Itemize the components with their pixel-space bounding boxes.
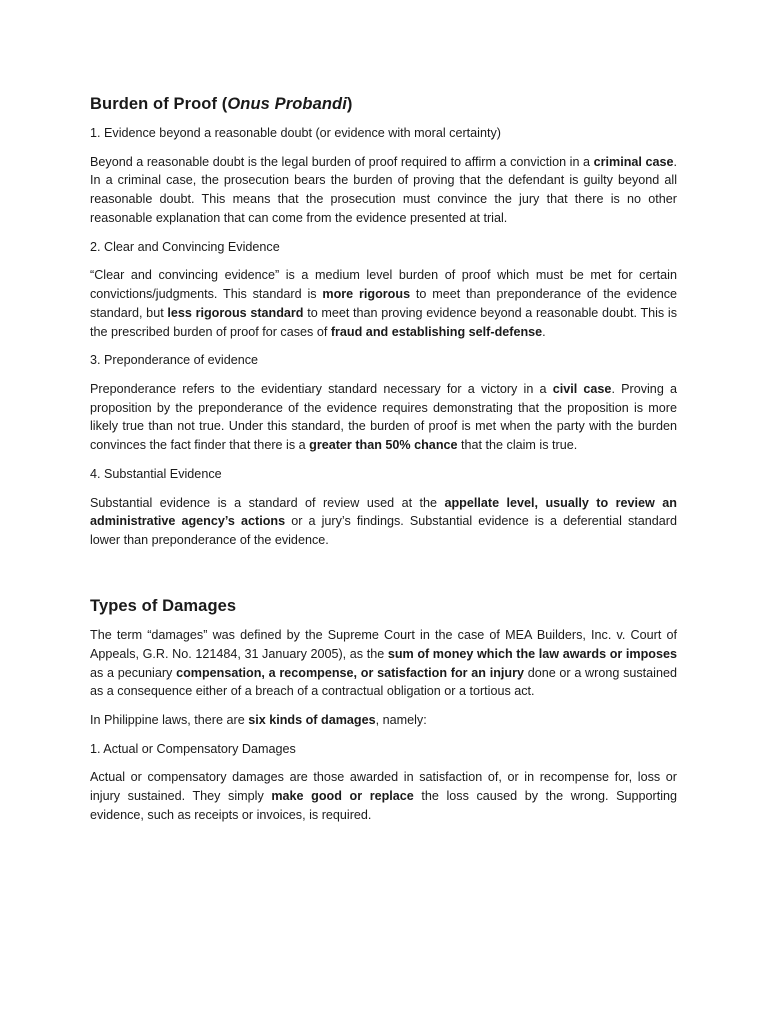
item-heading: 4. Substantial Evidence xyxy=(90,467,222,482)
paragraph: “Clear and convincing evidence” is a medium level burden of proof which must be met for certain convictions/judgments. This standard is more rigorous to meet than preponderance of the evidence standard, but less rigorous standard to meet than proving evidence beyond a reasonable doubt. This is the prescribed burden of proof for cases of fraud and establishing self-defense. xyxy=(90,268,678,339)
paragraph: Actual or compensatory damages are those awarded in satisfaction of, or in recompense for, loss or injury sustained. They simply make good or replace the loss caused by the wrong. Supporting evidence, such as receipts or invoices, is required. xyxy=(90,770,677,823)
paragraph: Substantial evidence is a standard of review used at the appellate level, usually to review an administrative agency’s actions or a jury’s findings. Substantial evidence is a deferential standard lower than preponderance of the evidence. xyxy=(90,495,678,548)
item-heading: 2. Clear and Convincing Evidence xyxy=(90,239,280,254)
paragraph: The term “damages” was defined by the Supreme Court in the case of MEA Builders, Inc. v. Court of Appeals, G.R. No. 121484, 31 January 2005), as the sum of money which the law awards or imposes as a pecuniary compensation, a recompense, or satisfaction for an injury done or a wrong sustained as a consequence either of a breach of a contractual obligation or a tortious act. xyxy=(90,627,678,699)
paragraph: Beyond a reasonable doubt is the legal burden of proof required to affirm a conviction in a criminal case. In a criminal case, the prosecution bears the burden of proving that the defendant is guilty beyond all reasonable doubt. This means that the prosecution must convince the jury that there is no other reasonable explanation that can come from the evidence presented at trial. xyxy=(90,154,677,225)
item-heading: 3. Preponderance of evidence xyxy=(90,353,259,368)
paragraph: In Philippine laws, there are six kinds of damages, namely: xyxy=(90,713,427,728)
document-page xyxy=(90,92,677,825)
section-title-burden-of-proof: Burden of Proof (Onus Probandi) xyxy=(90,95,353,113)
section-title-types-of-damages: Types of Damages xyxy=(90,596,237,615)
title-italic: Onus Probandi xyxy=(227,95,347,113)
item-heading: 1. Evidence beyond a reasonable doubt (or evidence with moral certainty) xyxy=(90,126,501,140)
item-heading: 1. Actual or Compensatory Damages xyxy=(90,741,296,756)
paragraph: Preponderance refers to the evidentiary standard necessary for a victory in a civil case. Proving a proposition by the preponderance of the evidence requires demonstrating that the proposition is more likely true than not true. Under this standard, the burden of proof is met when the party with the burden convinces the fact finder that there is a greater than 50% chance that the claim is true. xyxy=(90,381,678,453)
